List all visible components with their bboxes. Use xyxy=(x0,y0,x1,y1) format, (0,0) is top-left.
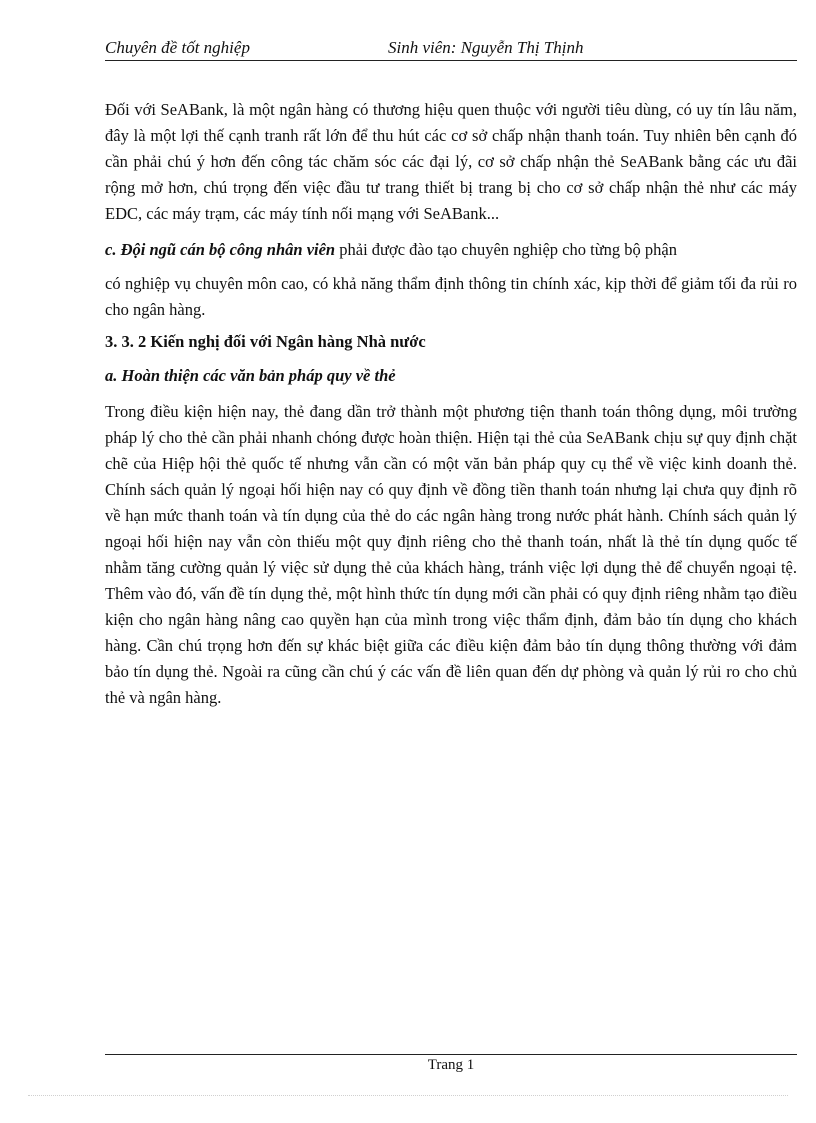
document-body xyxy=(105,97,797,711)
header-student-name: Sinh viên: Nguyễn Thị Thịnh xyxy=(388,38,584,57)
paragraph-staff-continued: có nghiệp vụ chuyên môn cao, có khả năng thẩm định thông tin chính xác, kịp thời để giảm tối đa rủi ro cho ngân hàng. xyxy=(105,274,797,319)
header-rule xyxy=(105,60,797,61)
header-document-type: Chuyên đề tốt nghiệp xyxy=(105,38,250,57)
paragraph-staff xyxy=(105,237,797,263)
page-number: Trang 1 xyxy=(427,1057,475,1073)
staff-lead-text: c. Đội ngũ cán bộ công nhân viên xyxy=(105,240,336,259)
page-header xyxy=(105,38,797,60)
paragraph-seabank-brand: Đối với SeABank, là một ngân hàng có thương hiệu quen thuộc với người tiêu dùng, có uy tín lâu năm, đây là một lợi thế cạnh tranh rất lớn để thu hút các cơ sở chấp nhận thanh toán. Tuy nhiên bên cạnh đó cần phải chú ý hơn đến công tác chăm sóc các đại lý, cơ sở chấp nhận thẻ SeABank bằng các ưu đãi rộng mở hơn, chú trọng đến việc đầu tư trang thiết bị trang bị cho cơ sở chấp nhận thẻ như các máy EDC, các máy trạm, các máy tính nối mạng với SeABank... xyxy=(105,100,797,223)
paragraph-legal-framework: Trong điều kiện hiện nay, thẻ đang dần trở thành một phương tiện thanh toán thông dụng, môi trường pháp lý cho thẻ cần phải nhanh chóng được hoàn thiện. Hiện tại thẻ của SeABank chịu sự quy định chặt chẽ của Hiệp hội thẻ quốc tế nhưng vẫn cần có một văn bản pháp quy cụ thể về việc kinh doanh thẻ. Chính sách quản lý ngoại hối hiện nay có quy định về đồng tiền thanh toán nhưng lại chưa quy định rõ về hạn mức thanh toán và tín dụng của thẻ do các ngân hàng trong nước phát hành. Chính sách quản lý ngoại hối hiện nay vẫn còn thiếu một quy định riêng cho thẻ thanh toán, nhất là thẻ tín dụng quốc tế nhằm tăng cường quản lý việc sử dụng thẻ của khách hàng, tránh việc lợi dụng thẻ để chuyển ngoại tệ. Thêm vào đó, vấn đề tín dụng thẻ, một hình thức tín dụng mới cần phải có quy định riêng nhằm tạo điều kiện cho ngân hàng nâng cao quyền hạn của mình trong việc thẩm định, đảm bảo tín dụng cho khách hàng. Cần chú trọng hơn đến sự khác biệt giữa các điều kiện đảm bảo tín dụng thông thường với đảm bảo tín dụng thẻ. Ngoài ra cũng cần chú ý các vấn đề liên quan đến dự phòng và quản lý rủi ro cho chủ thẻ và ngân hàng. xyxy=(105,402,797,707)
subsection-heading-a: a. Hoàn thiện các văn bản pháp quy về thẻ xyxy=(105,366,396,385)
staff-rest-text: phải được đào tạo chuyên nghiệp cho từng bộ phận xyxy=(335,240,677,259)
footer-rule xyxy=(105,1054,797,1055)
section-heading-3-3-2: 3. 3. 2 Kiến nghị đối với Ngân hàng Nhà nước xyxy=(105,332,426,351)
page-bottom-border xyxy=(28,1095,788,1096)
